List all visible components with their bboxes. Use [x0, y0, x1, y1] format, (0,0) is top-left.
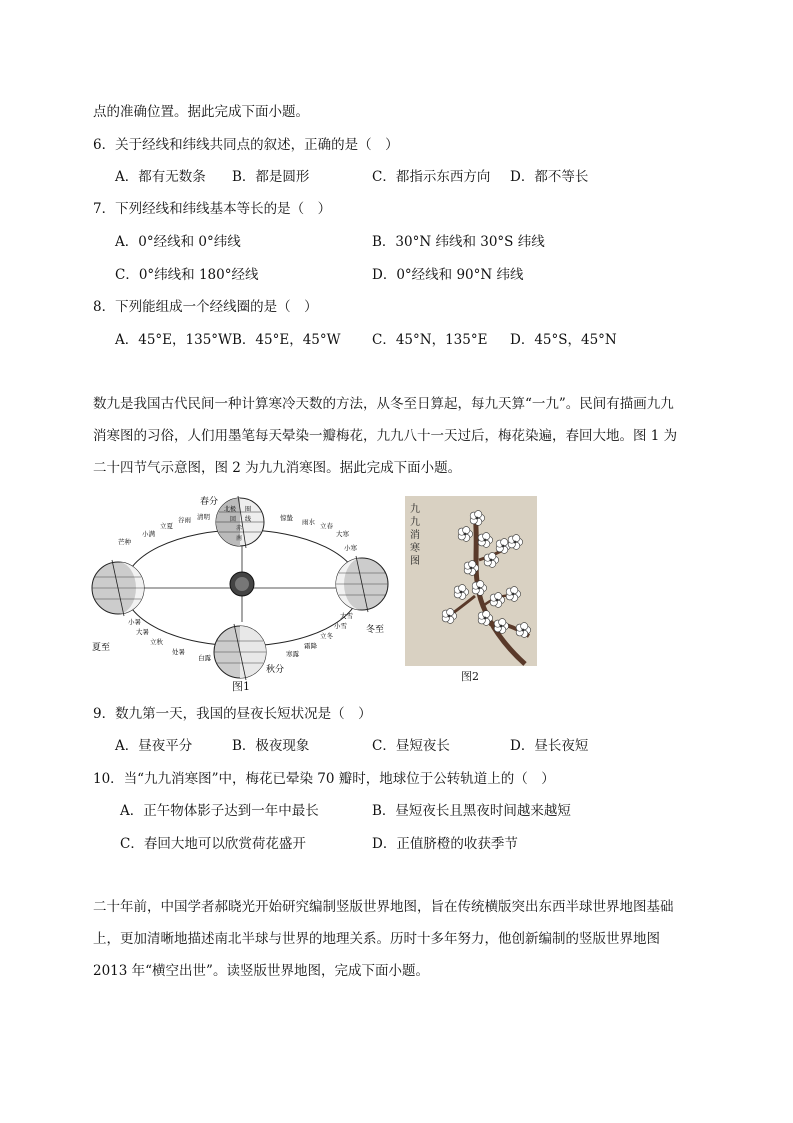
passage-map-line3: 2013 年“横空出世”。读竖版世界地图，完成下面小题。 — [93, 963, 429, 979]
solar-terms-orbit-diagram — [90, 492, 390, 692]
q10-option-c: C．春回大地可以欣赏荷花盛开 — [120, 836, 306, 852]
figure2-title-char: 九 — [410, 517, 420, 528]
globe-winter-solstice — [336, 556, 388, 612]
q6-option-d: D．都不等长 — [510, 169, 589, 185]
figure2-title-char: 消 — [410, 530, 420, 541]
label-winter-solstice: 冬至 — [366, 625, 385, 635]
term-label: 芒种 — [118, 538, 131, 546]
term-label: 清明 — [197, 513, 210, 521]
q7-option-d: D．0°经线和 90°N 纬线 — [372, 267, 524, 283]
label-summer-solstice: 夏至 — [92, 643, 111, 653]
figure2-title-char: 寒 — [410, 543, 420, 554]
question-number: 6． — [93, 137, 116, 153]
q10-option-d: D．正值脐橙的收获季节 — [372, 836, 518, 852]
q7-option-c: C．0°纬线和 180°经线 — [115, 267, 259, 283]
plum-blossom-picture — [405, 496, 537, 666]
term-label: 立冬 — [320, 632, 333, 640]
term-label: 霜降 — [304, 642, 317, 650]
q6-option-a: A．都有无数条 — [115, 169, 206, 185]
question-number: 9． — [93, 706, 116, 722]
term-label: 小暑 — [128, 618, 141, 626]
question-10 — [93, 770, 555, 788]
term-label: 小满 — [142, 530, 155, 538]
globe-label: 回 — [230, 516, 237, 523]
q7-option-a: A．0°经线和 0°纬线 — [115, 234, 241, 250]
q8-option-b: B．45°E，45°W — [232, 332, 341, 348]
figure2-caption: 图2 — [461, 670, 479, 683]
term-label: 立秋 — [150, 638, 163, 646]
term-label: 小雪 — [334, 622, 347, 630]
question-stem: 当“九九消寒图”中，梅花已晕染 70 瓣时，地球位于公转轨道上的（ ） — [123, 771, 555, 787]
term-label: 大寒 — [336, 530, 349, 538]
q10-option-b: B．昼短夜长且黑夜时间越来越短 — [372, 803, 571, 819]
q6-option-c: C．都指示东西方向 — [372, 169, 491, 185]
passage-map-line1: 二十年前，中国学者郝晓光开始研究编制竖版世界地图，旨在传统横版突出东西半球世界地图基础 — [93, 899, 674, 915]
term-label: 小寒 — [344, 544, 357, 552]
figure2-title-char: 九 — [410, 504, 420, 515]
q9-option-b: B．极夜现象 — [232, 738, 310, 754]
term-label: 立夏 — [160, 522, 173, 530]
globe-label: 赤 — [236, 525, 243, 532]
q9-option-c: C．昼短夜长 — [372, 738, 450, 754]
term-label: 寒露 — [286, 650, 299, 658]
globe-label: 圈 — [245, 506, 252, 513]
q8-option-c: C．45°N，135°E — [372, 332, 488, 348]
term-label: 谷雨 — [178, 516, 191, 524]
term-label: 雨水 — [302, 518, 315, 526]
figure2-title-char: 图 — [410, 556, 420, 567]
question-8 — [93, 298, 318, 316]
jiujiu-xiaohan-figure — [405, 496, 537, 686]
passage-map-line2: 上，更加清晰地描述南北半球与世界的地理关系。历时十多年努力，他创新编制的竖版世界地图 — [93, 931, 660, 947]
passage-shujiu-line2: 消寒图的习俗，人们用墨笔每天晕染一瓣梅花，九九八十一天过后，梅花染遍，春回大地。图 1 为 — [93, 428, 678, 444]
passage-shujiu-line1: 数九是我国古代民间一种计算寒冷天数的方法，从冬至日算起，每九天算“一九”。民间有描画九九 — [93, 396, 674, 412]
question-stem: 下列经线和纬线基本等长的是（ ） — [115, 201, 332, 217]
globe-label: 南 — [236, 535, 243, 542]
q9-option-a: A．昼夜平分 — [115, 738, 193, 754]
question-stem: 数九第一天，我国的昼夜长短状况是（ ） — [115, 706, 372, 722]
question-number: 7． — [93, 201, 116, 217]
globe-label: 极 — [230, 506, 237, 513]
q8-option-d: D．45°S，45°N — [510, 332, 617, 348]
term-label: 处暑 — [172, 648, 185, 656]
question-9 — [93, 705, 372, 723]
q10-option-a: A．正午物体影子达到一年中最长 — [120, 803, 319, 819]
globe-summer-solstice — [92, 560, 144, 616]
passage-shujiu-line3: 二十四节气示意图，图 2 为九九消寒图。据此完成下面小题。 — [93, 460, 462, 476]
q8-option-a: A．45°E，135°W — [115, 332, 232, 348]
question-6 — [93, 136, 399, 154]
term-label: 白露 — [198, 654, 211, 662]
question-7 — [93, 200, 331, 218]
globe-label: 北 — [224, 506, 231, 513]
globe-label: 线 — [245, 516, 252, 523]
term-label: 立春 — [320, 522, 333, 530]
question-stem: 下列能组成一个经线圈的是（ ） — [115, 299, 318, 315]
question-number: 10． — [93, 771, 124, 787]
orbit-diagram-svg — [90, 492, 390, 692]
globe-spring-equinox — [216, 496, 264, 548]
figure1-caption: 图1 — [232, 680, 250, 693]
question-number: 8． — [93, 299, 116, 315]
label-autumn-equinox: 秋分 — [266, 665, 285, 675]
term-label: 惊蛰 — [280, 514, 293, 522]
q6-option-b: B．都是圆形 — [232, 169, 310, 185]
globe-autumn-equinox — [214, 624, 266, 680]
question-stem: 关于经线和纬线共同点的叙述，正确的是（ ） — [115, 137, 399, 153]
term-label: 大暑 — [136, 628, 149, 636]
intro-tail-text: 点的准确位置。据此完成下面小题。 — [93, 104, 309, 120]
label-spring-equinox: 春分 — [200, 497, 219, 507]
q9-option-d: D．昼长夜短 — [510, 738, 589, 754]
term-label: 大雪 — [340, 612, 353, 620]
q7-option-b: B．30°N 纬线和 30°S 纬线 — [372, 234, 545, 250]
